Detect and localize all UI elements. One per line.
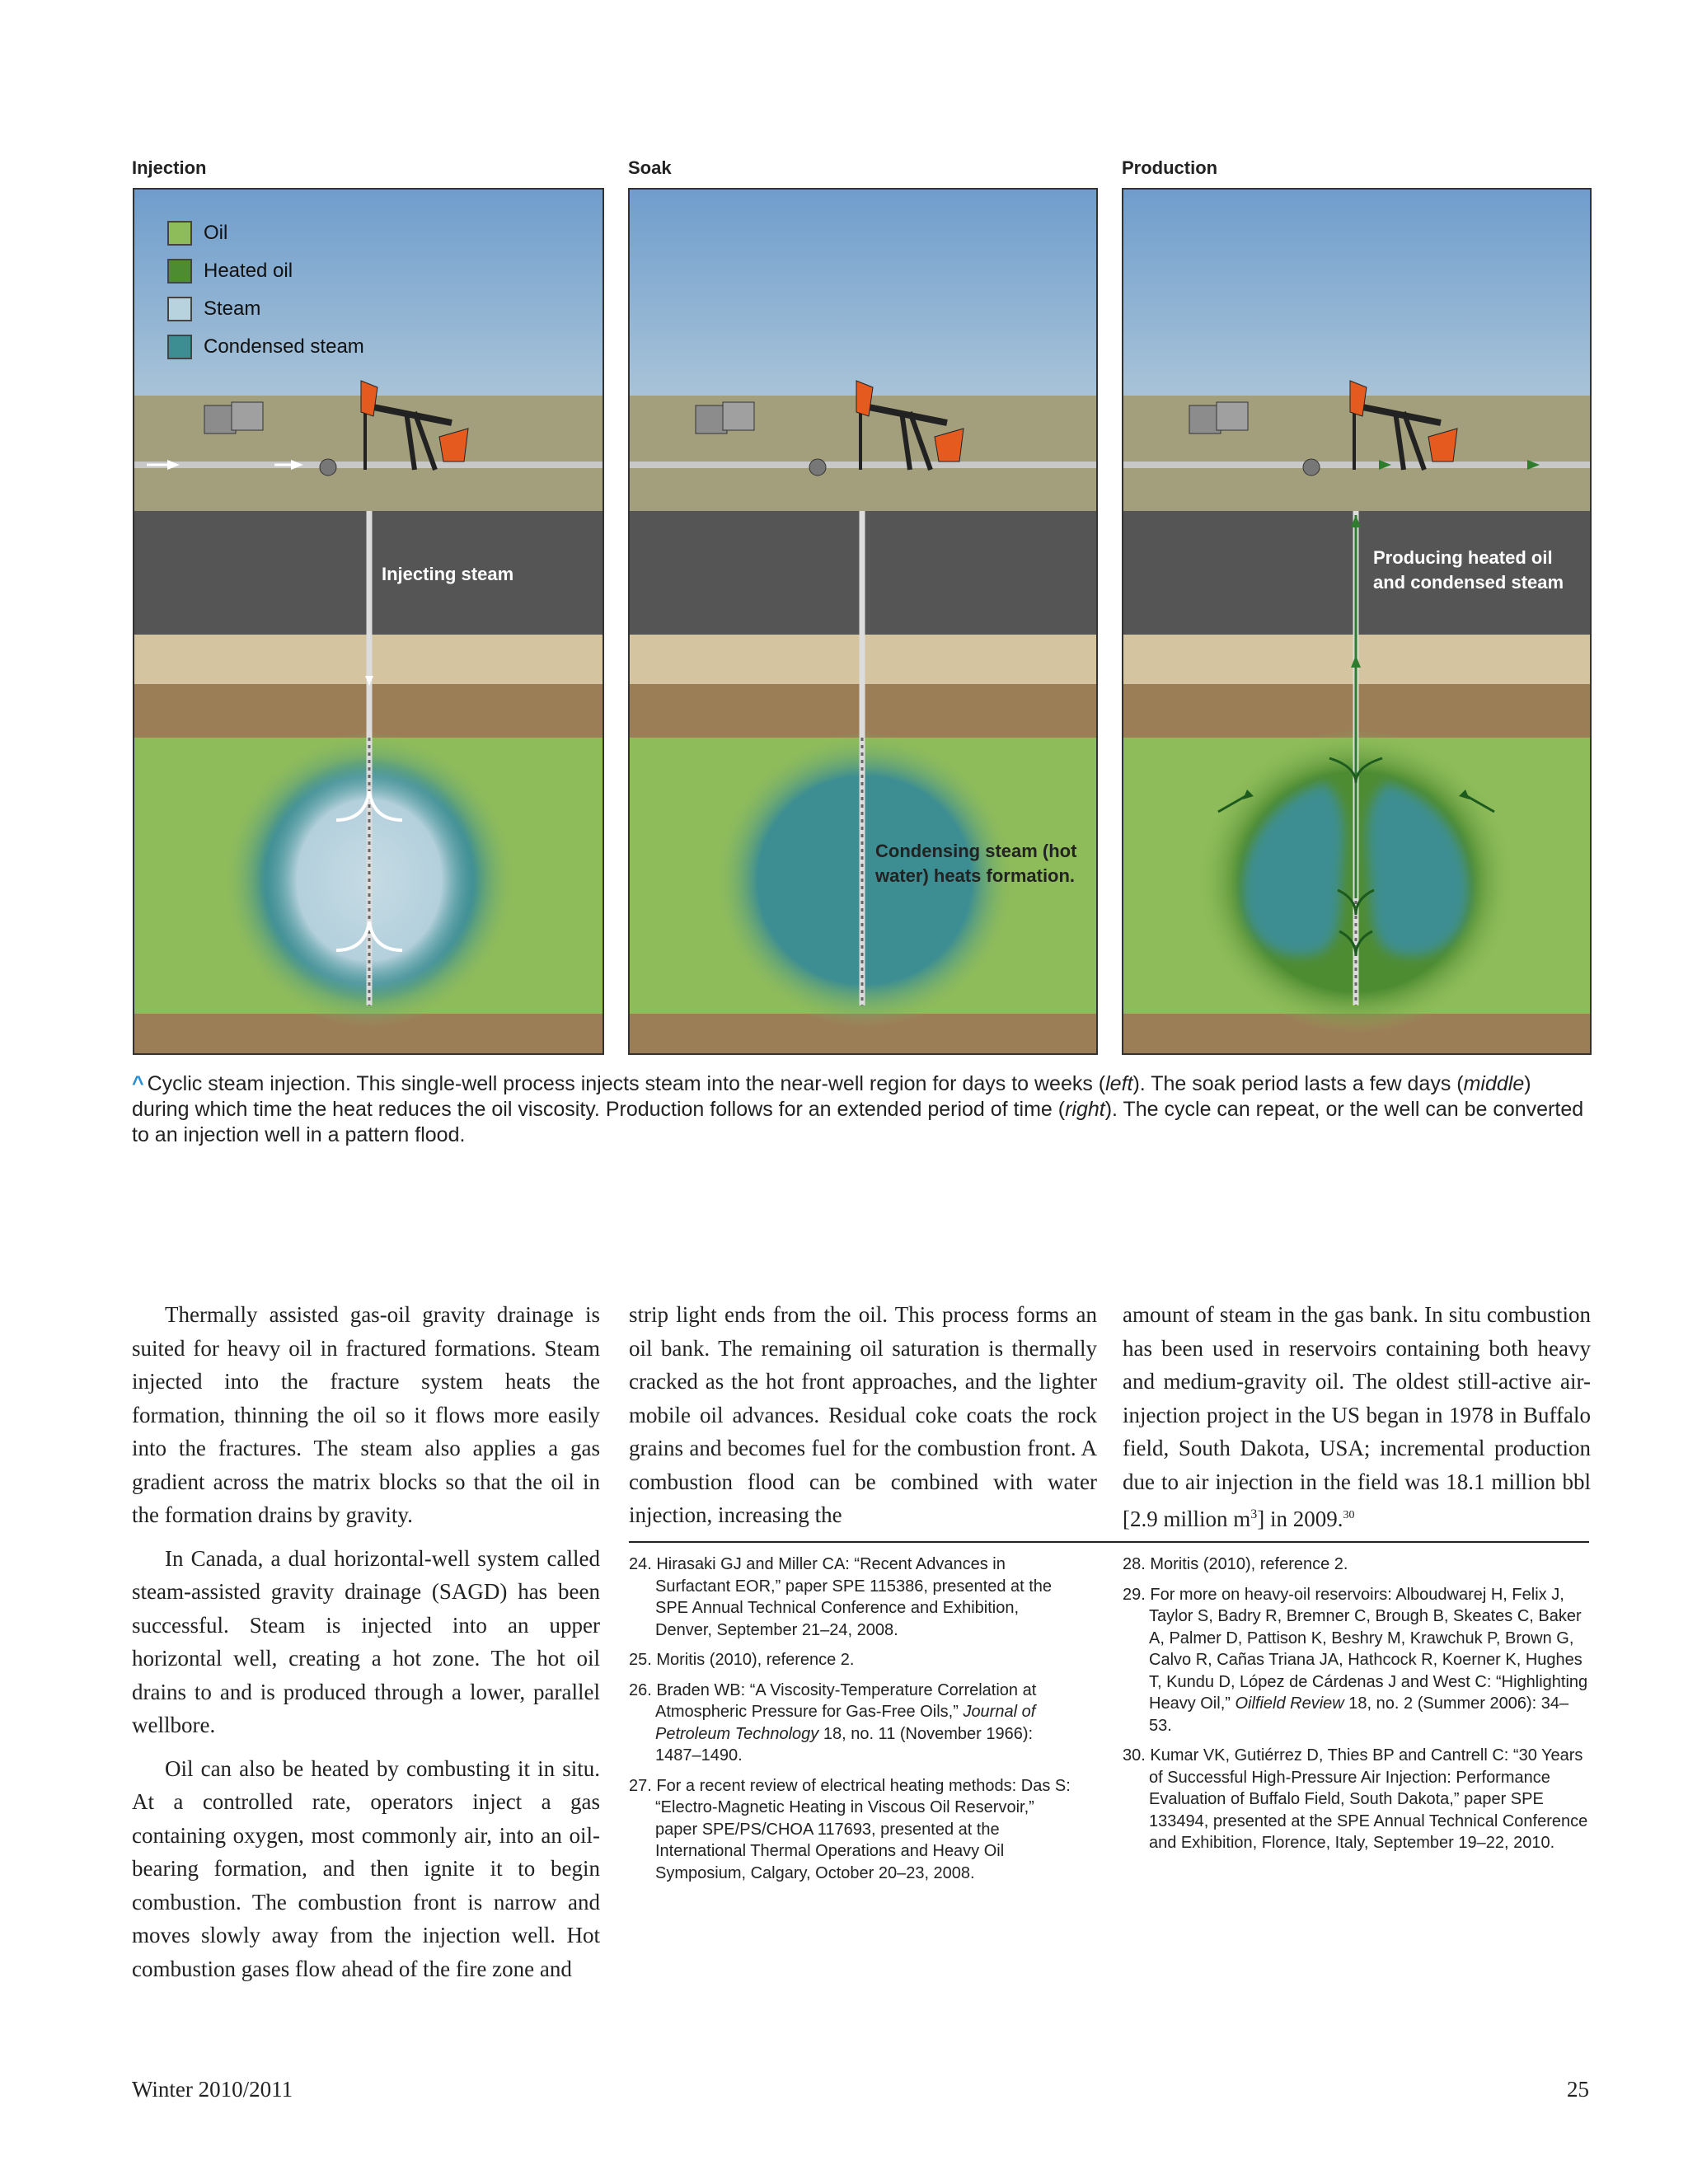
paragraph-text: amount of steam in the gas bank. In situ combustion has been used in reservoirs containing both heavy and medium-gravity oil. The oldest still-active air-injection project in the US began in 1978 in Buffalo field, South Dakota, USA; incremental production due to air injection in the field was 18.1 million bbl [2.9 million m [1123, 1302, 1591, 1531]
caption-text: ). The cycle can repeat, or the well can be converted to an injection well in a pattern flood. [132, 1098, 1584, 1146]
footnote-journal: Journal of Petroleum Technology [655, 1703, 1036, 1743]
legend-swatch-heated-oil [167, 259, 192, 284]
legend-label: Heated oil [204, 260, 293, 282]
caption-text: ). The soak period lasts a few days ( [1132, 1072, 1464, 1095]
legend-item-heated-oil [167, 252, 364, 290]
body-column-2 [629, 1298, 1097, 1542]
figure-caption [132, 1071, 1591, 1148]
paragraph [1123, 1298, 1591, 1536]
condensing-steam-label [875, 839, 1076, 888]
caret-icon: ^ [132, 1072, 144, 1095]
caption-emphasis: middle [1463, 1072, 1525, 1095]
panel-title-production: Production [1122, 157, 1218, 178]
paragraph: strip light ends from the oil. This process forms an oil bank. The remaining oil saturation is thermally cracked as the hot front approaches, and the lighter mobile oil advances. Residual coke coats the rock grains and becomes fuel for the combustion front. A combustion flood can be combined with water injection, increasing the [629, 1302, 1097, 1527]
body-column-3 [1123, 1298, 1591, 1546]
soak-panel [628, 188, 1098, 1055]
footnote-text: 18, no. 11 (November 1966): 1487–1490. [655, 1724, 1034, 1765]
body-column-1 [132, 1298, 600, 1995]
footnote-27: 27. For a recent review of electrical heating methods: Das S: “Electro-Magnetic Heating in Viscous Oil Reservoir,” paper SPE/PS/CHOA 117693, presented at the International Thermal Operations and Heavy Oil Symposium, Calgary, October 20–23, 2008. [629, 1776, 1071, 1882]
panel-title-soak: Soak [628, 157, 672, 178]
legend-label: Oil [204, 222, 228, 244]
footnote-text: 29. For more on heavy-oil reservoirs: Alboudwarej H, Felix J, Taylor S, Badry R, Bremner C, Brough B, Skeates C, Baker A, Palmer D, Pattison K, Beshry M, Krawchuk P, Brown G, Calvo R, Cañas Triana JA, Hathcock R, Koerner K, Hughes T, Kundu D, López de Cárdenas J and West C: “Highlighting Heavy Oil,” [1123, 1585, 1588, 1713]
production-panel [1122, 188, 1592, 1055]
footnote-29 [1123, 1584, 1589, 1737]
footnotes-column-1 [629, 1554, 1074, 1892]
storage-tanks [1189, 402, 1248, 434]
paragraph: Thermally assisted gas-oil gravity drainage is suited for heavy oil in fractured formations. Steam injected into the fracture system heats the formation, thinning the oil so it flows more easily into the fractures. The steam also applies a gas gradient across the matrix blocks so that the oil in the formation drains by gravity. [132, 1302, 600, 1527]
paragraph-text: ] in 2009. [1257, 1507, 1343, 1531]
footnote-28: 28. Moritis (2010), reference 2. [1123, 1555, 1348, 1573]
page-number: 25 [1567, 2077, 1589, 2102]
panel-title-injection: Injection [132, 157, 207, 178]
footnote-ref: 30 [1343, 1509, 1355, 1521]
footnote-26 [629, 1680, 1074, 1767]
superscript: 3 [1250, 1507, 1258, 1521]
paragraph: In Canada, a dual horizontal-well system called steam-assisted gravity drainage (SAGD) has been successful. Steam is injected into an upper horizontal well, creating a hot zone. The hot oil drains to and is produced through a lower, parallel wellbore. [132, 1545, 600, 1737]
legend-item-condensed-steam [167, 328, 364, 366]
injecting-steam-label: Injecting steam [382, 564, 514, 584]
caption-emphasis: left [1105, 1072, 1133, 1095]
footer-issue: Winter 2010/2011 [132, 2077, 293, 2102]
condensing-steam-line-2: water) heats formation. [875, 865, 1076, 886]
caption-text: ) during which time the heat reduces the oil viscosity. Production follows for an extended period of time ( [132, 1072, 1531, 1121]
footnote-30: 30. Kumar VK, Gutiérrez D, Thies BP and Cantrell C: “30 Years of Successful High-Pressure Air Injection: Performance Evaluation of Buffalo Field, South Dakota,” paper SPE 133494, presented at the SPE Annual Technical Conference and Exhibition, Florence, Italy, September 19–22, 2010. [1123, 1746, 1588, 1852]
legend-item-steam [167, 290, 364, 328]
soak-illustration [630, 190, 1096, 1053]
legend-item-oil [167, 214, 364, 252]
footnote-journal: Oilfield Review [1235, 1694, 1344, 1713]
legend-swatch-oil [167, 221, 192, 246]
caption-text: Cyclic steam injection. This single-well process injects steam into the near-well region for days to weeks ( [147, 1072, 1106, 1095]
legend-label: Condensed steam [204, 335, 364, 358]
footnotes-column-2 [1123, 1554, 1589, 1863]
caption-emphasis: right [1065, 1098, 1105, 1121]
footnote-24: 24. Hirasaki GJ and Miller CA: “Recent Advances in Surfactant EOR,” paper SPE 115386, presented at the SPE Annual Technical Conference and Exhibition, Denver, September 21–24, 2008. [629, 1555, 1053, 1639]
storage-tanks [696, 402, 754, 434]
legend-swatch-condensed-steam [167, 335, 192, 359]
footnote-text: 18, no. 2 (Summer 2006): 34–53. [1149, 1694, 1569, 1735]
producing-line-1: Producing heated oil [1373, 547, 1553, 568]
legend-label: Steam [204, 298, 261, 320]
injection-panel [133, 188, 604, 1055]
footnote-25: 25. Moritis (2010), reference 2. [629, 1651, 855, 1669]
storage-tanks [204, 402, 263, 434]
production-illustration [1123, 190, 1590, 1053]
legend [167, 214, 364, 366]
producing-line-2: and condensed steam [1373, 572, 1564, 593]
paragraph: Oil can also be heated by combusting it in situ. At a controlled rate, operators inject a gas containing oxygen, most commonly air, into an oil-bearing formation, and then ignite it to begin combustion. The combustion front is narrow and moves slowly away from the injection well. Hot combustion gases flow ahead of the fire zone and [132, 1755, 600, 1981]
footnote-rule [629, 1541, 1589, 1543]
legend-swatch-steam [167, 297, 192, 321]
condensing-steam-line-1: Condensing steam (hot [875, 841, 1077, 861]
producing-heated-oil-label [1373, 546, 1564, 595]
footnote-text: 26. Braden WB: “A Viscosity-Temperature Correlation at Atmospheric Pressure for Gas-Free Oils,” [629, 1680, 1037, 1721]
